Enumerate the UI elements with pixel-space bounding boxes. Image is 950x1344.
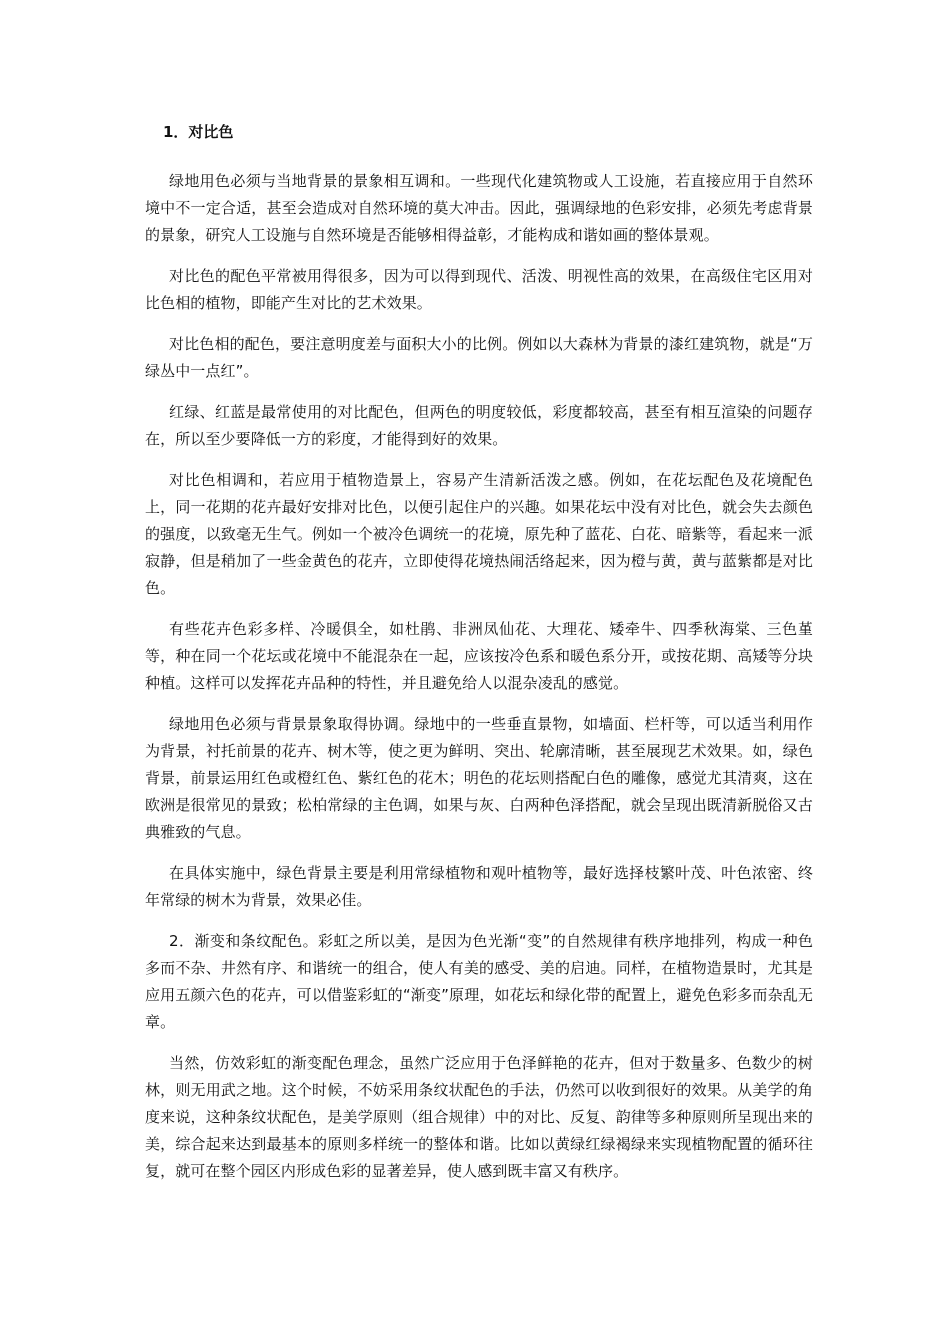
paragraph: 对比色的配色平常被用得很多，因为可以得到现代、活泼、明视性高的效果，在高级住宅区用对比色相的植物，即能产生对比的艺术效果。 [145,267,813,312]
paragraph: 当然，仿效彩虹的渐变配色理念，虽然广泛应用于色泽鲜艳的花卉，但对于数量多、色数少的树林，则无用武之地。这个时候，不妨采用条纹状配色的手法，仍然可以收到很好的效果。从美学的角度来说，这种条纹状配色，是美学原则（组合规律）中的对比、反复、韵律等多种原则所呈现出来的美，综合起来达到最基本的原则多样统一的整体和谐。比如以黄绿红绿褐绿来实现植物配置的循环往复，就可在整个园区内形成色彩的显著差异，使人感到既丰富又有秩序。 [145,1054,813,1180]
paragraph: 红绿、红蓝是最常使用的对比配色，但两色的明度较低，彩度都较高，甚至有相互渲染的问题存在，所以至少要降低一方的彩度，才能得到好的效果。 [145,403,813,448]
section-heading: 1．对比色 [163,123,234,141]
paragraph: 在具体实施中，绿色背景主要是利用常绿植物和观叶植物等，最好选择枝繁叶茂、叶色浓密、终年常绿的树木为背景，效果必佳。 [145,864,813,909]
paragraph: 2．渐变和条纹配色。彩虹之所以美，是因为色光渐“变”的自然规律有秩序地排列，构成一种色多而不杂、井然有序、和谐统一的组合，使人有美的感受、美的启迪。同样，在植物造景时，尤其是应用五颜六色的花卉，可以借鉴彩虹的“渐变”原理，如花坛和绿化带的配置上，避免色彩多而杂乱无章。 [145,932,813,1031]
document-body [145,118,813,1199]
paragraph: 绿地用色必须与当地背景的景象相互调和。一些现代化建筑物或人工设施，若直接应用于自然环境中不一定合适，甚至会造成对自然环境的莫大冲击。因此，强调绿地的色彩安排，必须先考虑背景的景象，研究人工设施与自然环境是否能够相得益彰，才能构成和谐如画的整体景观。 [145,172,813,244]
paragraph: 有些花卉色彩多样、冷暖俱全，如杜鹃、非洲凤仙花、大理花、矮牵牛、四季秋海棠、三色堇等，种在同一个花坛或花境中不能混杂在一起，应该按冷色系和暖色系分开，或按花期、高矮等分块种植。这样可以发挥花卉品种的特性，并且避免给人以混杂凌乱的感觉。 [145,620,813,692]
paragraph: 对比色相的配色，要注意明度差与面积大小的比例。例如以大森林为背景的漆红建筑物，就是“万绿丛中一点红”。 [145,335,813,380]
paragraph: 对比色相调和，若应用于植物造景上，容易产生清新活泼之感。例如，在花坛配色及花境配色上，同一花期的花卉最好安排对比色，以便引起住户的兴趣。如果花坛中没有对比色，就会失去颜色的强度，以致毫无生气。例如一个被冷色调统一的花境，原先种了蓝花、白花、暗紫等，看起来一派寂静，但是稍加了一些金黄色的花卉，立即使得花境热闹活络起来，因为橙与黄，黄与蓝紫都是对比色。 [145,471,813,597]
paragraph: 绿地用色必须与背景景象取得协调。绿地中的一些垂直景物，如墙面、栏杆等，可以适当利用作为背景，衬托前景的花卉、树木等，使之更为鲜明、突出、轮廓清晰，甚至展现艺术效果。如，绿色背景，前景运用红色或橙红色、紫红色的花木；明色的花坛则搭配白色的雕像，感觉尤其清爽，这在欧洲是很常见的景致；松柏常绿的主色调，如果与灰、白两种色泽搭配，就会呈现出既清新脱俗又古典雅致的气息。 [145,715,813,841]
